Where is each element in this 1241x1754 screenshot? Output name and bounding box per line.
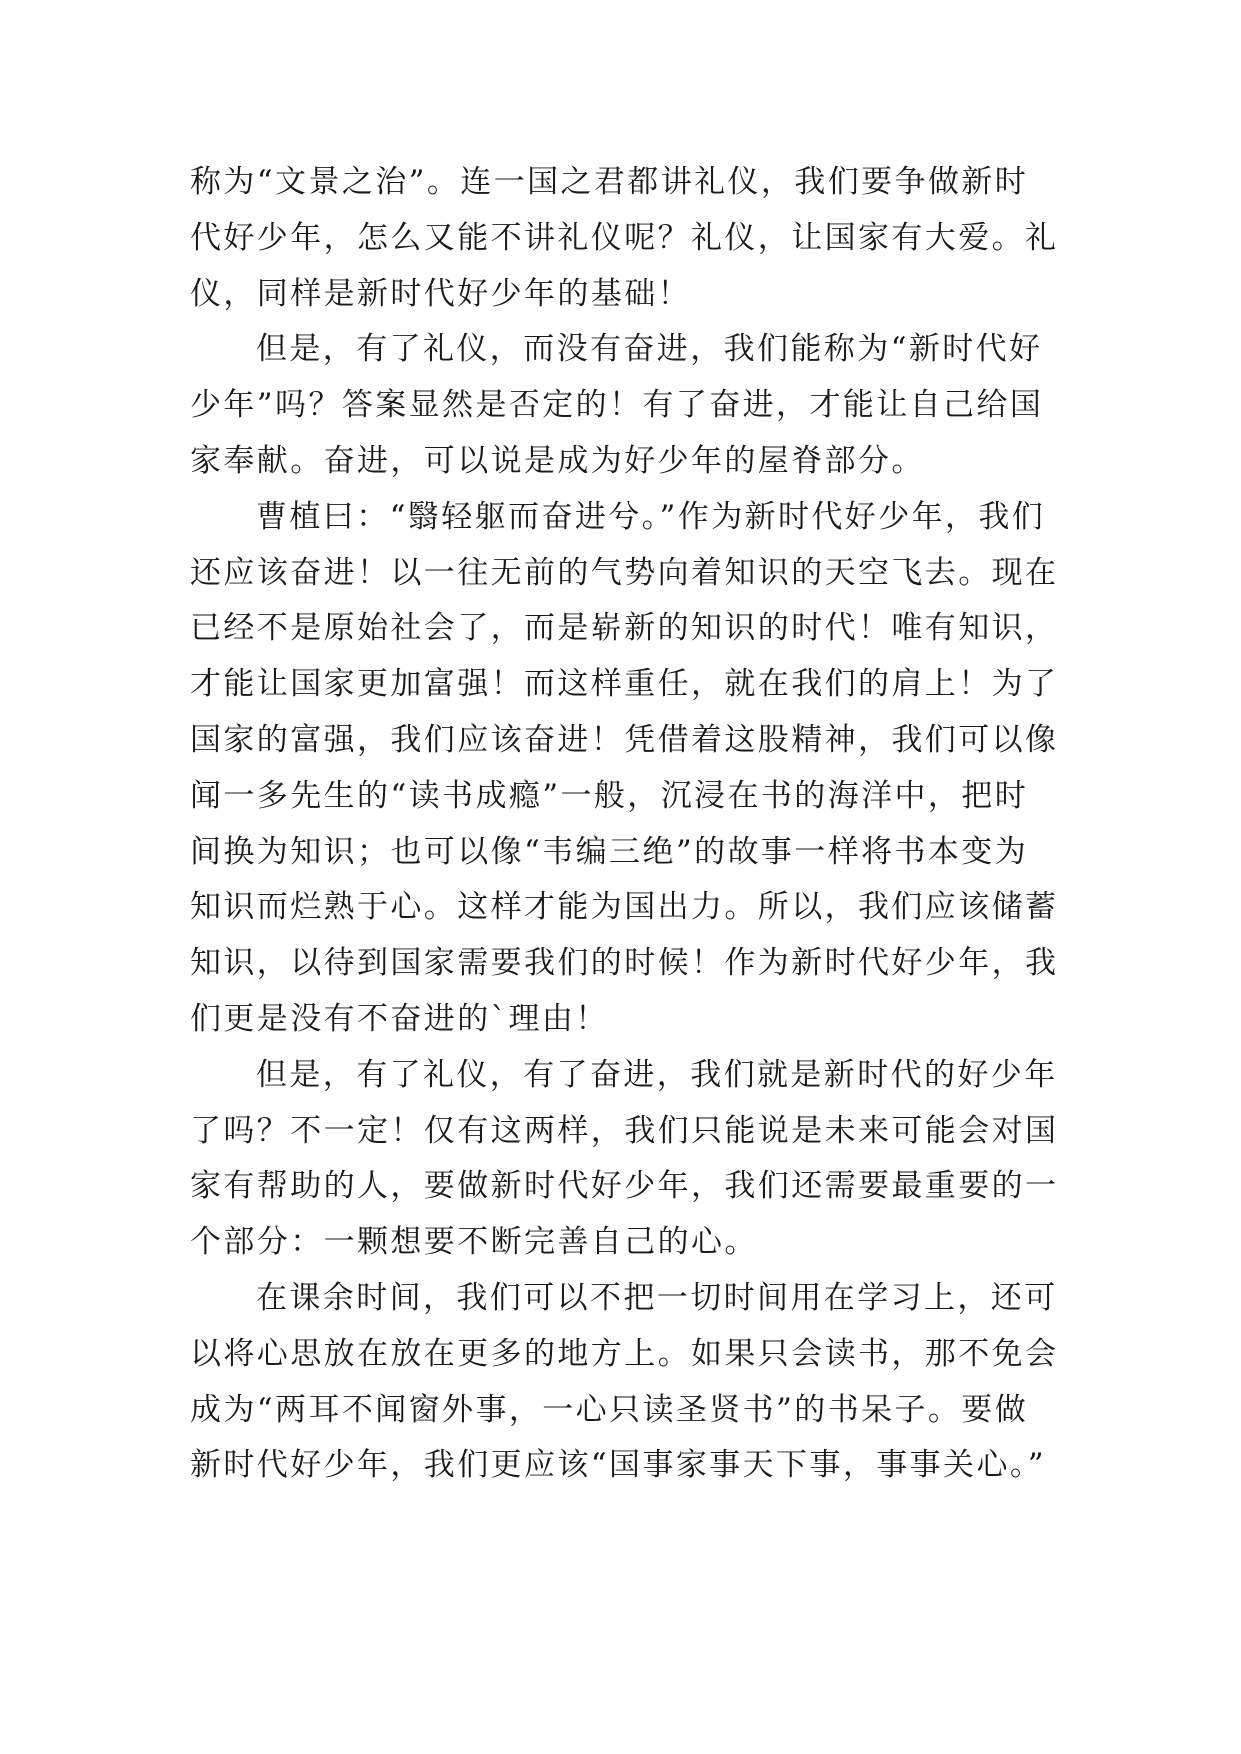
text-line: 成为“两耳不闻窗外事，一心只读圣贤书”的书呆子。要做: [190, 1391, 1029, 1428]
text-line: 以将心思放在放在更多的地方上。如果只会读书，那不免会: [190, 1335, 1059, 1372]
text-line: 代好少年，怎么又能不讲礼仪呢？礼仪，让国家有大爱。礼: [190, 219, 1059, 256]
text-line: 在课余时间，我们可以不把一切时间用在学习上，还可: [256, 1279, 1058, 1316]
text-line: 称为“文景之治”。连一国之君都讲礼仪，我们要争做新时: [190, 164, 1029, 200]
text-line: 们更是没有不奋进的`理由！: [190, 1000, 609, 1037]
text-line: 还应该奋进！以一往无前的气势向着知识的天空飞去。现在: [190, 554, 1059, 591]
text-line: 国家的富强，我们应该奋进！凭借着这股精神，我们可以像: [190, 721, 1059, 758]
text-line: 家奉献。奋进，可以说是成为好少年的屋脊部分。: [190, 442, 925, 479]
text-line: 才能让国家更加富强！而这样重任，就在我们的肩上！为了: [190, 666, 1059, 703]
text-line: 间换为知识；也可以像“韦编三绝”的故事一样将书本变为: [190, 833, 1029, 870]
text-line: 已经不是原始社会了，而是崭新的知识的时代！唯有知识，: [190, 610, 1059, 647]
text-line: 知识，以待到国家需要我们的时候！作为新时代好少年，我: [190, 945, 1059, 982]
text-line: 曹植曰：“翳轻躯而奋进兮。”作为新时代好少年，我们: [256, 498, 1046, 535]
document-body: [190, 155, 1059, 1494]
text-line: 了吗？不一定！仅有这两样，我们只能说是未来可能会对国: [190, 1112, 1059, 1149]
text-line: 新时代好少年，我们更应该“国事家事天下事，事事关心。”: [190, 1447, 1046, 1484]
text-line: 知识而烂熟于心。这样才能为国出力。所以，我们应该储蓄: [190, 889, 1059, 926]
text-line: 但是，有了礼仪，而没有奋进，我们能称为“新时代好: [256, 331, 1043, 368]
text-line: 少年”吗？答案显然是否定的！有了奋进，才能让自己给国: [190, 387, 1044, 424]
text-line: 仪，同样是新时代好少年的基础！: [190, 275, 691, 312]
text-line: 闻一多先生的“读书成瘾”一般，沉浸在书的海洋中，把时: [190, 777, 1029, 814]
text-line: 家有帮助的人，要做新时代好少年，我们还需要最重要的一: [190, 1168, 1059, 1205]
text-line: 但是，有了礼仪，有了奋进，我们就是新时代的好少年: [256, 1056, 1058, 1093]
text-line: 个部分：一颗想要不断完善自己的心。: [190, 1224, 758, 1261]
